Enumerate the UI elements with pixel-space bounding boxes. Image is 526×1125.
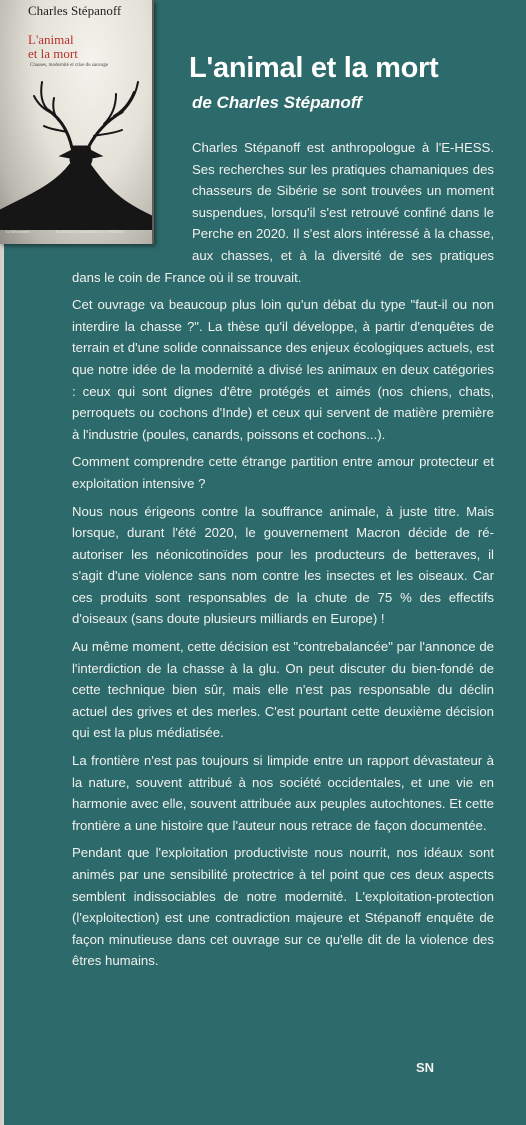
cover-author: Charles Stépanoff	[28, 3, 122, 18]
book-cover-image	[0, 0, 154, 244]
stag-silhouette-icon	[0, 60, 152, 230]
author-signature: SN	[416, 1060, 435, 1075]
cover-title-line: et la mort	[28, 46, 78, 61]
cover-title	[28, 33, 148, 61]
paragraph: Au même moment, cette décision est "contrebalancée" par l'annonce de l'interdiction de la chasse à la glu. On peut discuter du bien-fondé de cette technique bien sûr, mais elle n'est pas responsable du déclin actuel des grives et des merles. C'est pourtant cette deuxième décision qui est la plus médiatisée.	[72, 639, 494, 741]
cover-publisher: La Découverte	[6, 229, 30, 234]
cover-collection: SCIENCES HUMAINES DU PRÉSENT	[56, 229, 126, 234]
paragraph: Comment comprendre cette étrange partition entre amour protecteur et exploitation intensive ?	[72, 454, 494, 491]
paragraph: Cet ouvrage va beaucoup plus loin qu'un débat du type "faut-il ou non interdire la chasse ?". La thèse qu'il développe, à partir d'enquêtes de terrain et d'une solide connaissance des enjeux écologiques actuels, est que notre idée de la modernité a divisé les animaux en deux catégories : ceux qui sont dignes d'être protégés et aimés (nos chiens, chats, perroquets ou cochons d'Inde) et ceux qui servent de matière première à l'industrie (poules, canards, poissons et cochons...).	[72, 297, 494, 442]
article-byline: de Charles Stépanoff	[192, 93, 362, 112]
paragraph: Nous nous érigeons contre la souffrance animale, à juste titre. Mais lorsque, durant l'été 2020, le gouvernement Macron décide de ré-autoriser les néonicotinoïdes pour les producteurs de betteraves, il s'agit d'une violence sans nom contre les insectes et les oiseaux. Car ces produits sont responsables de la chute de 75 % des effectifs d'oiseaux (sans doute plusieurs milliards en Europe) !	[72, 503, 494, 627]
paragraph: Charles Stépanoff est anthropologue à l'E-HESS. Ses recherches sur les pratiques chamaniques des chasseurs de Sibérie se sont trouvées un moment suspendues, lorsqu'il s'est retrouvé confiné dans le Perche en 2020. Il s'est alors intéressé à la chasse, aux chasses, et à la diversité de ses pratiques dans le coin de France où il se trouvait.	[72, 140, 494, 285]
cover-subtitle: Chasses, modernité et crise du sauvage	[30, 63, 109, 68]
cover-title-line: L'animal	[28, 32, 74, 47]
paragraph: Pendant que l'exploitation productiviste nous nourrit, nos idéaux sont animés par une sensibilité protectrice à tel point que ces deux aspects semblent indissociables de notre modernité. L'exploitation-protection (l'exploitection) est une contradiction majeure et Stépanoff enquête de façon minutieuse dans cet ouvrage sur ce qu'elle dit de la violence des êtres humains.	[72, 845, 494, 969]
article-title: L'animal et la mort	[189, 52, 439, 84]
article-body	[72, 137, 494, 978]
paragraph: La frontière n'est pas toujours si limpide entre un rapport dévastateur à la nature, souvent attribué à nos société occidentales, et une vie en harmonie avec elle, souvent attribuée aux peuples autochtones. Et cette frontière a une histoire que l'auteur nous retrace de façon documentée.	[72, 753, 494, 833]
